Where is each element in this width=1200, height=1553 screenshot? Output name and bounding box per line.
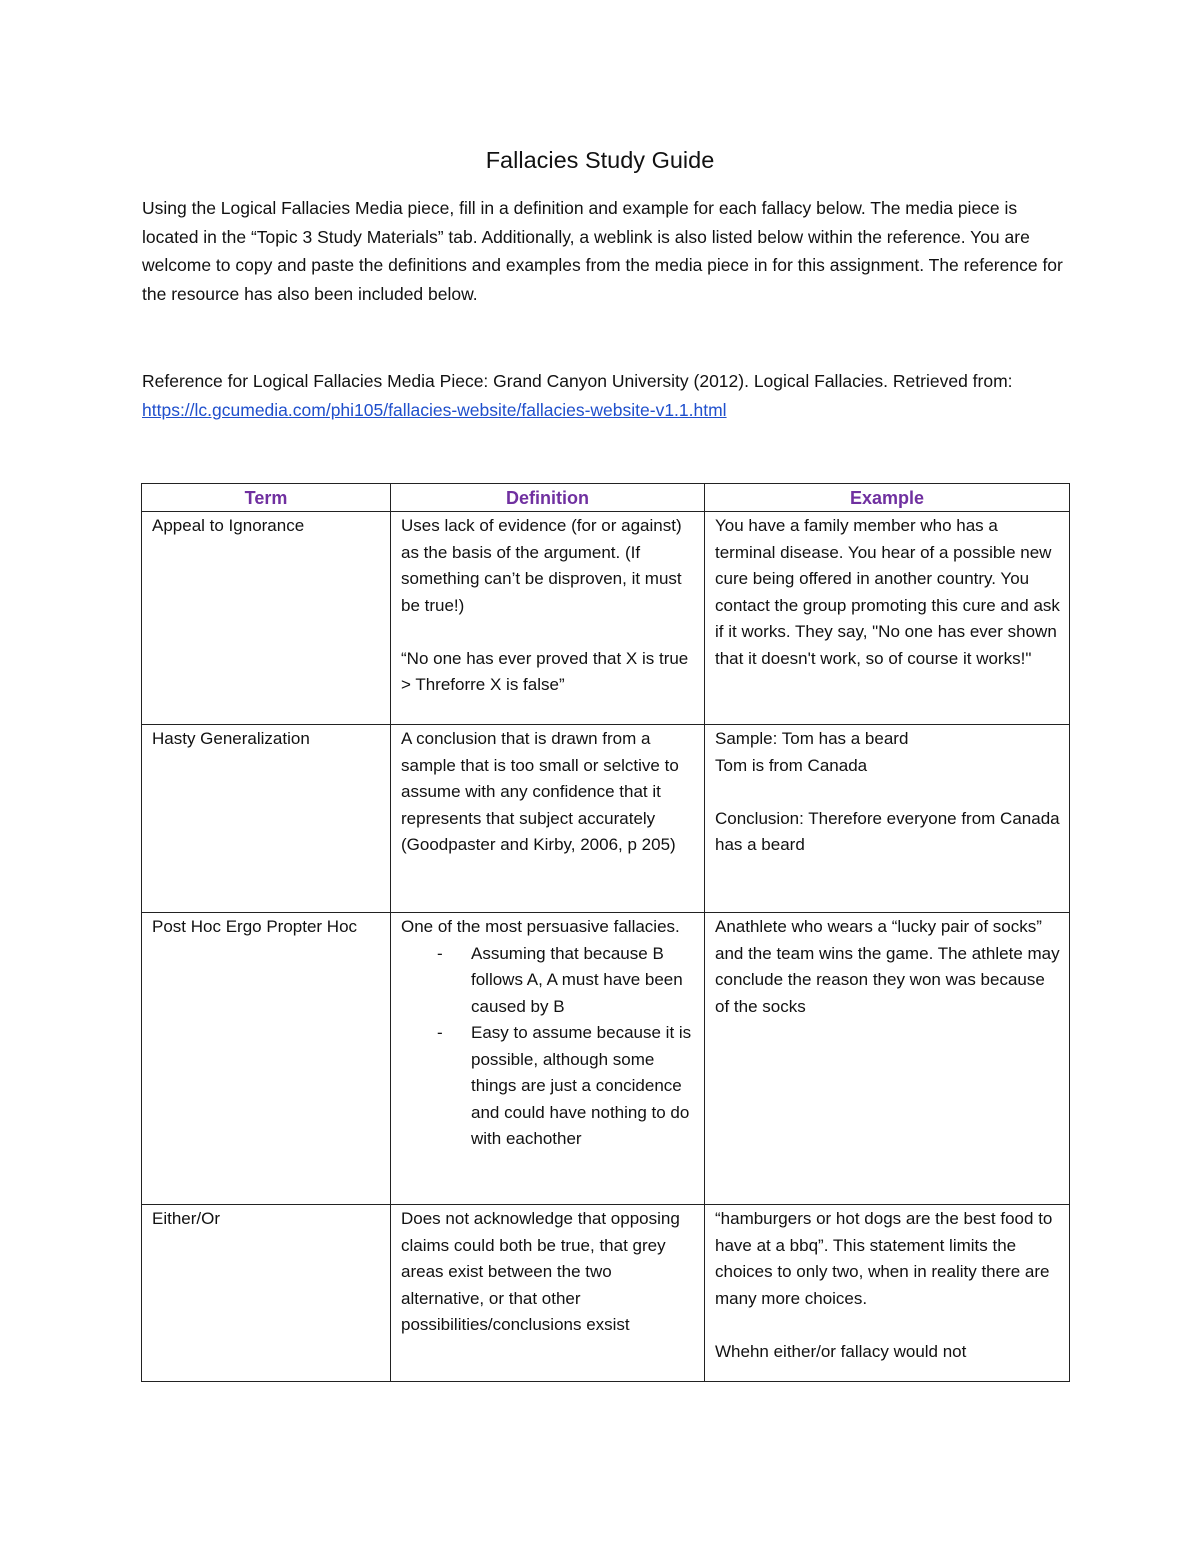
example-premise: Tom is from Canada bbox=[715, 755, 868, 775]
list-item bbox=[401, 1020, 698, 1153]
header-definition: Definition bbox=[391, 484, 705, 512]
table-row bbox=[142, 725, 1070, 913]
example-sample: Sample: Tom has a beard bbox=[715, 729, 909, 748]
term-cell: Post Hoc Ergo Propter Hoc bbox=[142, 913, 391, 1205]
definition-cell: A conclusion that is drawn from a sample that is too small or selctive to assume with any confidence that it represents that subject accurately (Goodpaster and Kirby, 2006, p 205) bbox=[391, 725, 705, 913]
reference-text: Reference for Logical Fallacies Media Piece: Grand Canyon University (2012). Logical Fallacies. Retrieved from: bbox=[142, 371, 1013, 391]
definition-cell bbox=[391, 913, 705, 1205]
table-row bbox=[142, 512, 1070, 725]
definition-cell: Does not acknowledge that opposing claims could both be true, that grey areas exist between the two alternative, or that other possibilities/conclusions exsist bbox=[391, 1205, 705, 1382]
list-item-text: Assuming that because B follows A, A must have been caused by B bbox=[471, 943, 683, 1016]
list-item bbox=[401, 941, 698, 1021]
term-cell: Appeal to Ignorance bbox=[142, 512, 391, 725]
example-continuation: Whehn either/or fallacy would not bbox=[715, 1341, 967, 1361]
term-cell: Either/Or bbox=[142, 1205, 391, 1382]
table-header-row bbox=[142, 484, 1070, 512]
list-item-text: Easy to assume because it is possible, although some things are just a concidence and could have nothing to do with eachother bbox=[471, 1023, 692, 1148]
dash-bullet: - bbox=[437, 1023, 443, 1042]
example-cell: Anathlete who wears a “lucky pair of socks” and the team wins the game. The athlete may conclude the reason they won was because of the socks bbox=[705, 913, 1070, 1205]
header-term: Term bbox=[142, 484, 391, 512]
table-row bbox=[142, 1205, 1070, 1382]
example-cell bbox=[705, 1205, 1070, 1382]
instructions-paragraph: Using the Logical Fallacies Media piece, fill in a definition and example for each fallacy below. The media piece is located in the “Topic 3 Study Materials” tab. Additionally, a weblink is also listed below within the reference. You are welcome to copy and paste the definitions and examples from the media piece in for this assignment. The reference for the resource has also been included below. bbox=[142, 198, 1063, 304]
definition-list bbox=[401, 941, 698, 1153]
definition-cell bbox=[391, 512, 705, 725]
term-cell: Hasty Generalization bbox=[142, 725, 391, 913]
reference-paragraph bbox=[142, 367, 1072, 424]
dash-bullet: - bbox=[437, 943, 443, 963]
document-title: Fallacies Study Guide bbox=[485, 147, 715, 173]
example-cell bbox=[705, 725, 1070, 913]
definition-intro: One of the most persuasive fallacies. bbox=[401, 917, 680, 936]
example-cell: You have a family member who has a terminal disease. You hear of a possible new cure being offered in another country. You contact the group promoting this cure and ask if it works. They say, "No one has ever shown that it doesn't work, so of course it works!" bbox=[705, 512, 1070, 725]
fallacies-table bbox=[141, 483, 1070, 1382]
table-row bbox=[142, 913, 1070, 1205]
example-text: “hamburgers or hot dogs are the best food to have at a bbq”. This statement limits the choices to only two, when in reality there are many more choices. bbox=[715, 1209, 1053, 1308]
example-conclusion: Conclusion: Therefore everyone from Canada has a beard bbox=[715, 808, 1060, 854]
header-example: Example bbox=[705, 484, 1070, 512]
reference-link[interactable]: https://lc.gcumedia.com/phi105/fallacies-website/fallacies-website-v1.1.html bbox=[142, 399, 727, 420]
definition-quote: “No one has ever proved that X is true > Threforre X is false” bbox=[401, 648, 689, 694]
definition-text: Uses lack of evidence (for or against) as the basis of the argument. (If something can’t be disproven, it must be true!) bbox=[401, 516, 682, 615]
